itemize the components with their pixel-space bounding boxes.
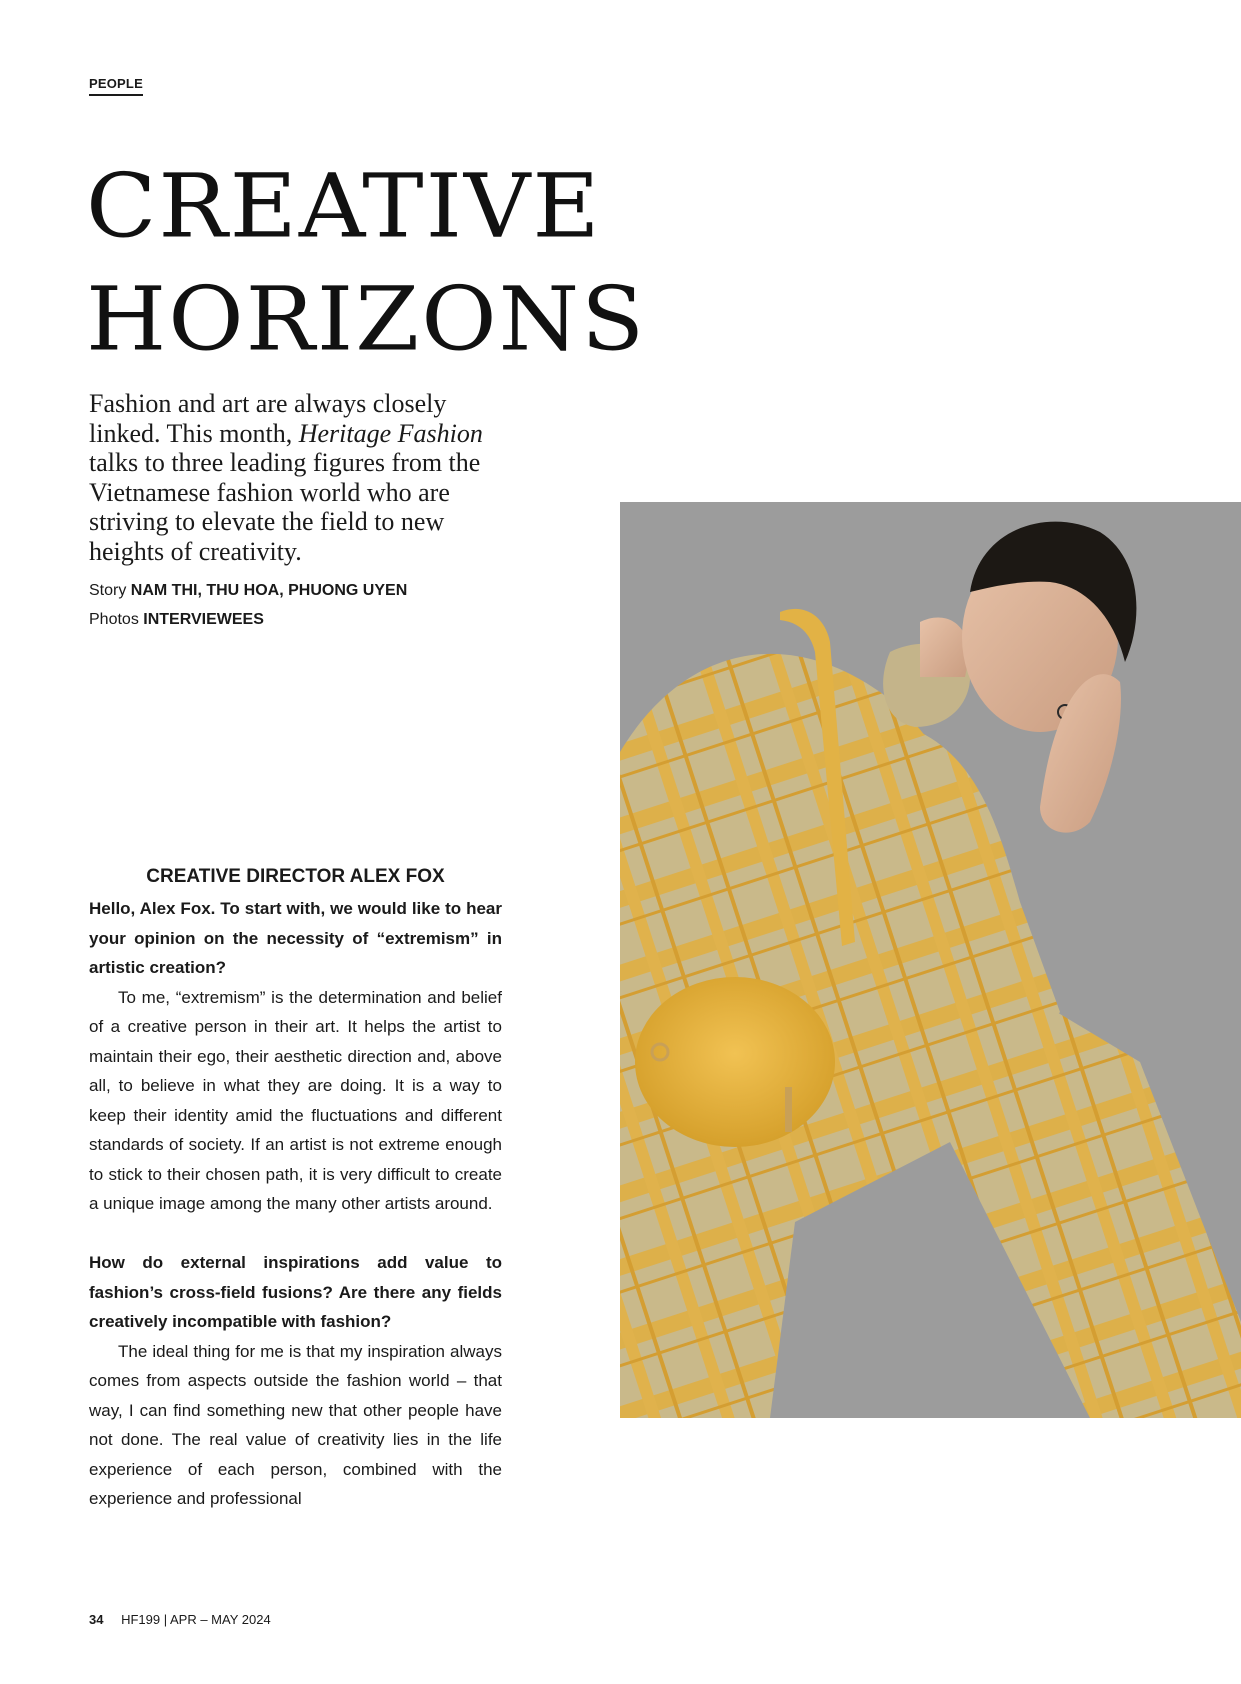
story-credit [89, 576, 407, 605]
headline [86, 150, 646, 377]
credits [89, 576, 407, 634]
interview-answer: The ideal thing for me is that my inspiration always comes from aspects outside the fashion world – that way, I can find something new that other people have not done. The real value of creativity lies in the life experience of each person, combined with the experience and professional [89, 1341, 502, 1508]
story-authors: NAM THI, THU HOA, PHUONG UYEN [130, 582, 408, 599]
headline-line-1: CREATIVE [86, 154, 602, 258]
story-label: Story [89, 582, 127, 599]
publication-name: Heritage Fashion [298, 418, 483, 448]
interview-answer: To me, “extremism” is the determination and belief of a creative person in their art. It helps the artist to maintain their ego, their aesthetic direction and, above all, to believe in what they are doing. It is a way to keep their identity amid the fluctuations and different standards of society. If an artist is not extreme enough to stick to their chosen path, it is very difficult to create a unique image among the many other artists around. [89, 987, 502, 1213]
photos-label: Photos [89, 611, 139, 628]
standfirst-text-end: talks to three leading figures from the Vietnamese fashion world who are striving to elevate the field to new heights of creativity. [89, 448, 481, 566]
standfirst [89, 389, 519, 566]
photo-source: INTERVIEWEES [143, 611, 264, 628]
interview-question: How do external inspirations add value to fashion’s cross-field fusions? Are there any fields creatively incompatible with fashion? [89, 1253, 502, 1331]
article-body [89, 864, 502, 1514]
interview-question: Hello, Alex Fox. To start with, we would like to hear your opinion on the necessity of “extremism” in artistic creation? [89, 899, 502, 977]
page-footer [89, 1612, 271, 1627]
standfirst-text-start: Fashion and art are always closely linked. This month, [89, 389, 447, 448]
section-tag: PEOPLE [89, 76, 143, 96]
issue-info: HF199 | APR – MAY 2024 [121, 1612, 271, 1627]
photo-credit [89, 605, 407, 634]
interview-subhead: CREATIVE DIRECTOR ALEX FOX [146, 866, 445, 887]
headline-line-2: HORIZONS [86, 268, 647, 371]
page-number: 34 [89, 1612, 104, 1627]
portrait-photo [620, 502, 1241, 1418]
paragraph-gap [89, 1219, 502, 1249]
